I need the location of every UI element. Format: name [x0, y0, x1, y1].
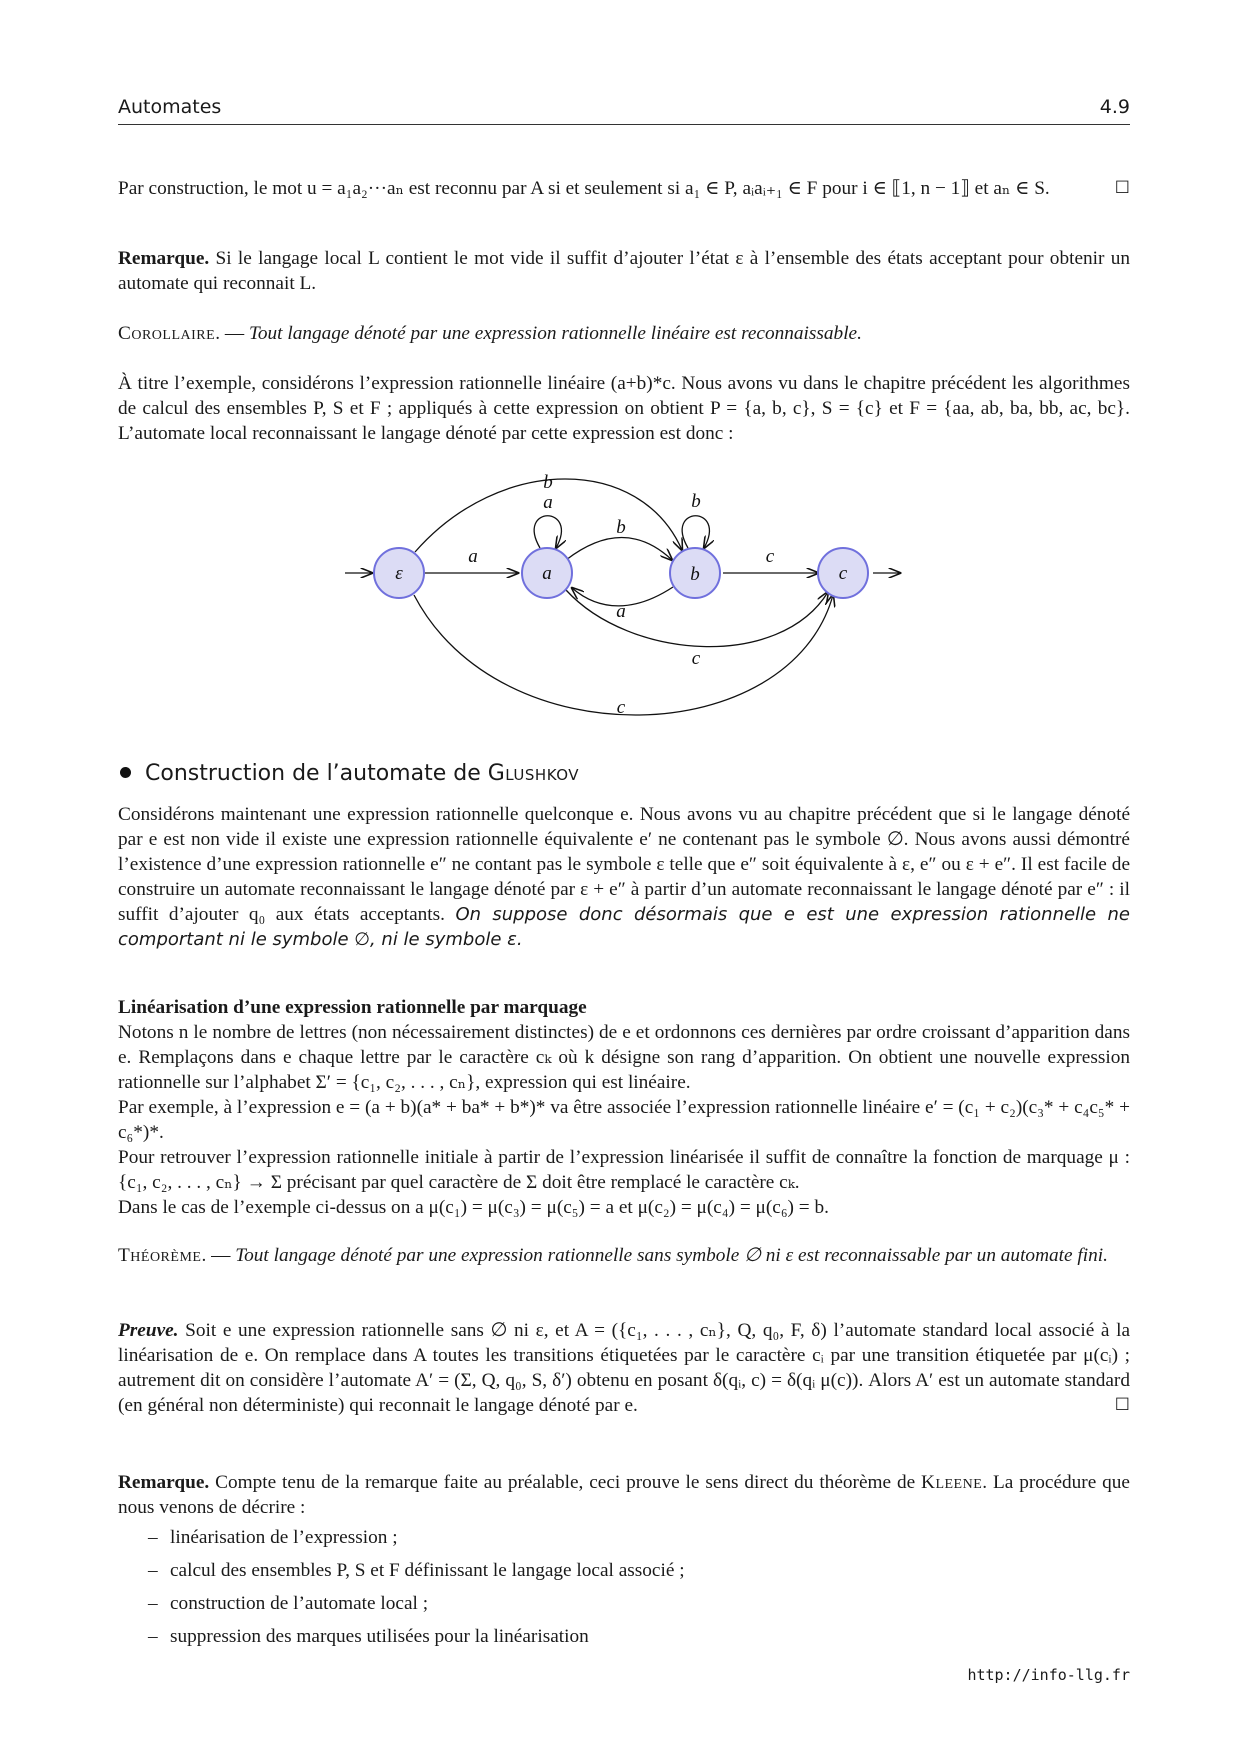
list-item: – linéarisation de l’expression ; — [148, 1527, 398, 1548]
theorem-sep: . — — [201, 1245, 236, 1266]
linearisation-line: Par exemple, à l’expression e = (a + b)(a* + ba* + b*)* va être associée l’expression rationnelle linéaire e′ = (c₁ + c₂)(c₃* + c₄c₅* + c₆*)*. — [118, 1097, 1130, 1143]
state-a-label: a — [542, 563, 552, 584]
corollary-text: Tout langage dénoté par une expression rationnelle linéaire est reconnaissable. — [248, 323, 862, 344]
proof — [118, 1318, 1130, 1418]
label-a-b: b — [616, 517, 626, 538]
example-text: À titre l’exemple, considérons l’expression rationnelle linéaire (a+b)*c. Nous avons vu dans le chapitre précédent les algorithmes de calcul des ensembles P, S et F ; appliqués à cette expression on obtient P = {a, b, c}, S = {c} et F = {aa, ab, ba, bb, ac, bc}. L’automate local reconnaissant le langage dénoté par cette expression est donc : — [118, 373, 1130, 444]
label-b-a: a — [616, 601, 626, 622]
state-eps-label: ε — [395, 563, 403, 584]
loop-b — [682, 516, 709, 548]
footer-url[interactable]: http://info-llg.fr — [967, 1666, 1130, 1684]
bullet-icon — [120, 767, 131, 778]
paragraph-construction — [118, 176, 1130, 201]
running-header — [118, 96, 1130, 125]
kleene-name: Kleene — [921, 1472, 983, 1493]
label-a-c: c — [691, 648, 701, 669]
linearisation-heading: Linéarisation d’une expression rationnelle par marquage — [118, 997, 587, 1018]
list-item: – construction de l’automate local ; — [148, 1593, 429, 1614]
label-eps-b: b — [543, 472, 553, 493]
section-title-text: Construction de l’automate de — [145, 761, 488, 786]
paragraph-text: Par construction, le mot u = a₁a₂···aₙ est reconnu par A si et seulement si a₁ ∈ P, aᵢaᵢ₊₁ ∈ F pour i ∈ ⟦1, n − 1⟧ et aₙ ∈ S. — [118, 178, 1050, 199]
qed-symbol: ☐ — [1114, 1395, 1130, 1415]
label-eps-a: a — [468, 546, 478, 567]
loop-a — [534, 516, 561, 548]
theorem — [118, 1243, 1130, 1268]
section-title — [120, 761, 579, 786]
remark-label: Remarque. — [118, 248, 210, 269]
example-paragraph — [118, 371, 1130, 446]
state-b-label: b — [690, 564, 700, 585]
list-item-text: construction de l’automate local ; — [170, 1593, 429, 1614]
label-loop-a: a — [543, 492, 553, 513]
remark-text: Compte tenu de la remarque faite au préalable, ceci prouve le sens direct du théorème de — [209, 1472, 922, 1493]
remark-empty-word — [118, 246, 1130, 296]
paragraph-emphasis: On suppose donc désormais que e est une expression rationnelle ne comportant ni le symbole ∅, ni le symbole ε. — [118, 904, 1130, 950]
list-item-text: suppression des marques utilisées pour la linéarisation — [170, 1626, 589, 1647]
corollary-sep: . — — [215, 323, 249, 344]
list-item-text: linéarisation de l’expression ; — [170, 1527, 398, 1548]
list-item: – suppression des marques utilisées pour la linéarisation — [148, 1626, 589, 1647]
remark-text: Si le langage local L contient le mot vide il suffit d’ajouter l’état ε à l’ensemble des états acceptant pour obtenir un automate qui reconnait L. — [118, 248, 1130, 294]
theorem-label: Théorème — [118, 1245, 202, 1266]
linearisation-block — [118, 995, 1130, 1220]
remark-label: Remarque. — [118, 1472, 210, 1493]
linearisation-line: Pour retrouver l’expression rationnelle initiale à partir de l’expression linéarisée il suffit de connaître la fonction de marquage μ : {c₁, c₂, . . . , cₙ} → Σ précisant par quel caractère de Σ doit être remplacé le caractère cₖ. — [118, 1147, 1130, 1193]
page-number: 4.9 — [1099, 96, 1130, 118]
label-loop-b: b — [691, 491, 701, 512]
paragraph-text: Considérons maintenant une expression rationnelle quelconque e. Nous avons vu au chapitre précédent que si le langage dénoté par e est non vide il existe une expression rationnelle équivalente e′ ne contenant pas le symbole ∅. Nous avons aussi démontré l’existence d’une expression rationnelle e″ ne contant pas le symbole ε telle que e″ soit équivalente à ε, e″ ou ε + e″. Il est facile de construire un automate reconnaissant le langage dénoté par ε + e″ à partir d’un automate reconnaissant le langage dénoté par e″ : il suffit d’ajouter q₀ aux états acceptants. — [118, 804, 1130, 925]
proof-text: Soit e une expression rationnelle sans ∅ ni ε, et A = ({c₁, . . . , cₙ}, Q, q₀, F, δ) l’automate standard local associé à la linéarisation de e. On remplace dans A toutes les transitions étiquetées par le caractère cᵢ par une transition étiquetée par μ(cᵢ) ; autrement dit on considère l’automate A′ = (Σ, Q, q₀, S, δ′) obtenu en posant δ(qᵢ, c) = δ(qᵢ μ(c)). Alors A′ est un automate standard (en général non déterministe) qui reconnait le langage dénoté par e. — [118, 1320, 1130, 1416]
qed-symbol: ☐ — [1114, 178, 1130, 198]
procedure-list — [148, 1525, 685, 1649]
chapter-title: Automates — [118, 96, 222, 118]
remark-kleene — [118, 1470, 1130, 1520]
theorem-text: Tout langage dénoté par une expression rationnelle sans symbole ∅ ni ε est reconnaissable par un automate fini. — [235, 1245, 1108, 1266]
list-item: – calcul des ensembles P, S et F définissant le langage local associé ; — [148, 1560, 685, 1581]
proof-label: Preuve. — [118, 1320, 179, 1341]
linearisation-line: Notons n le nombre de lettres (non nécessairement distinctes) de e et ordonnons ces dernières par ordre croissant d’apparition dans e. Remplaçons dans e chaque lettre par le caractère cₖ où k désigne son rang d’apparition. On obtient une nouvelle expression rationnelle sur l’alphabet Σ′ = {c₁, c₂, . . . , cₙ}, expression qui est linéaire. — [118, 1022, 1130, 1093]
linearisation-line: Dans le cas de l’exemple ci-dessus on a μ(c₁) = μ(c₃) = μ(c₅) = a et μ(c₂) = μ(c₄) = μ(c₆) = b. — [118, 1197, 829, 1218]
remark-end: . La procédure que nous venons de décrire : — [118, 1472, 1130, 1518]
corollary — [118, 321, 1130, 346]
automaton-diagram — [0, 460, 1240, 750]
paragraph-general-expression — [118, 802, 1130, 952]
corollary-label: Corollaire — [118, 323, 216, 344]
list-item-text: calcul des ensembles P, S et F définissant le langage local associé ; — [170, 1560, 685, 1581]
section-title-name: Glushkov — [487, 761, 580, 786]
label-b-c: c — [765, 546, 775, 567]
state-c-label: c — [838, 563, 848, 584]
edge-a-b — [566, 538, 672, 561]
label-eps-c: c — [616, 697, 626, 718]
